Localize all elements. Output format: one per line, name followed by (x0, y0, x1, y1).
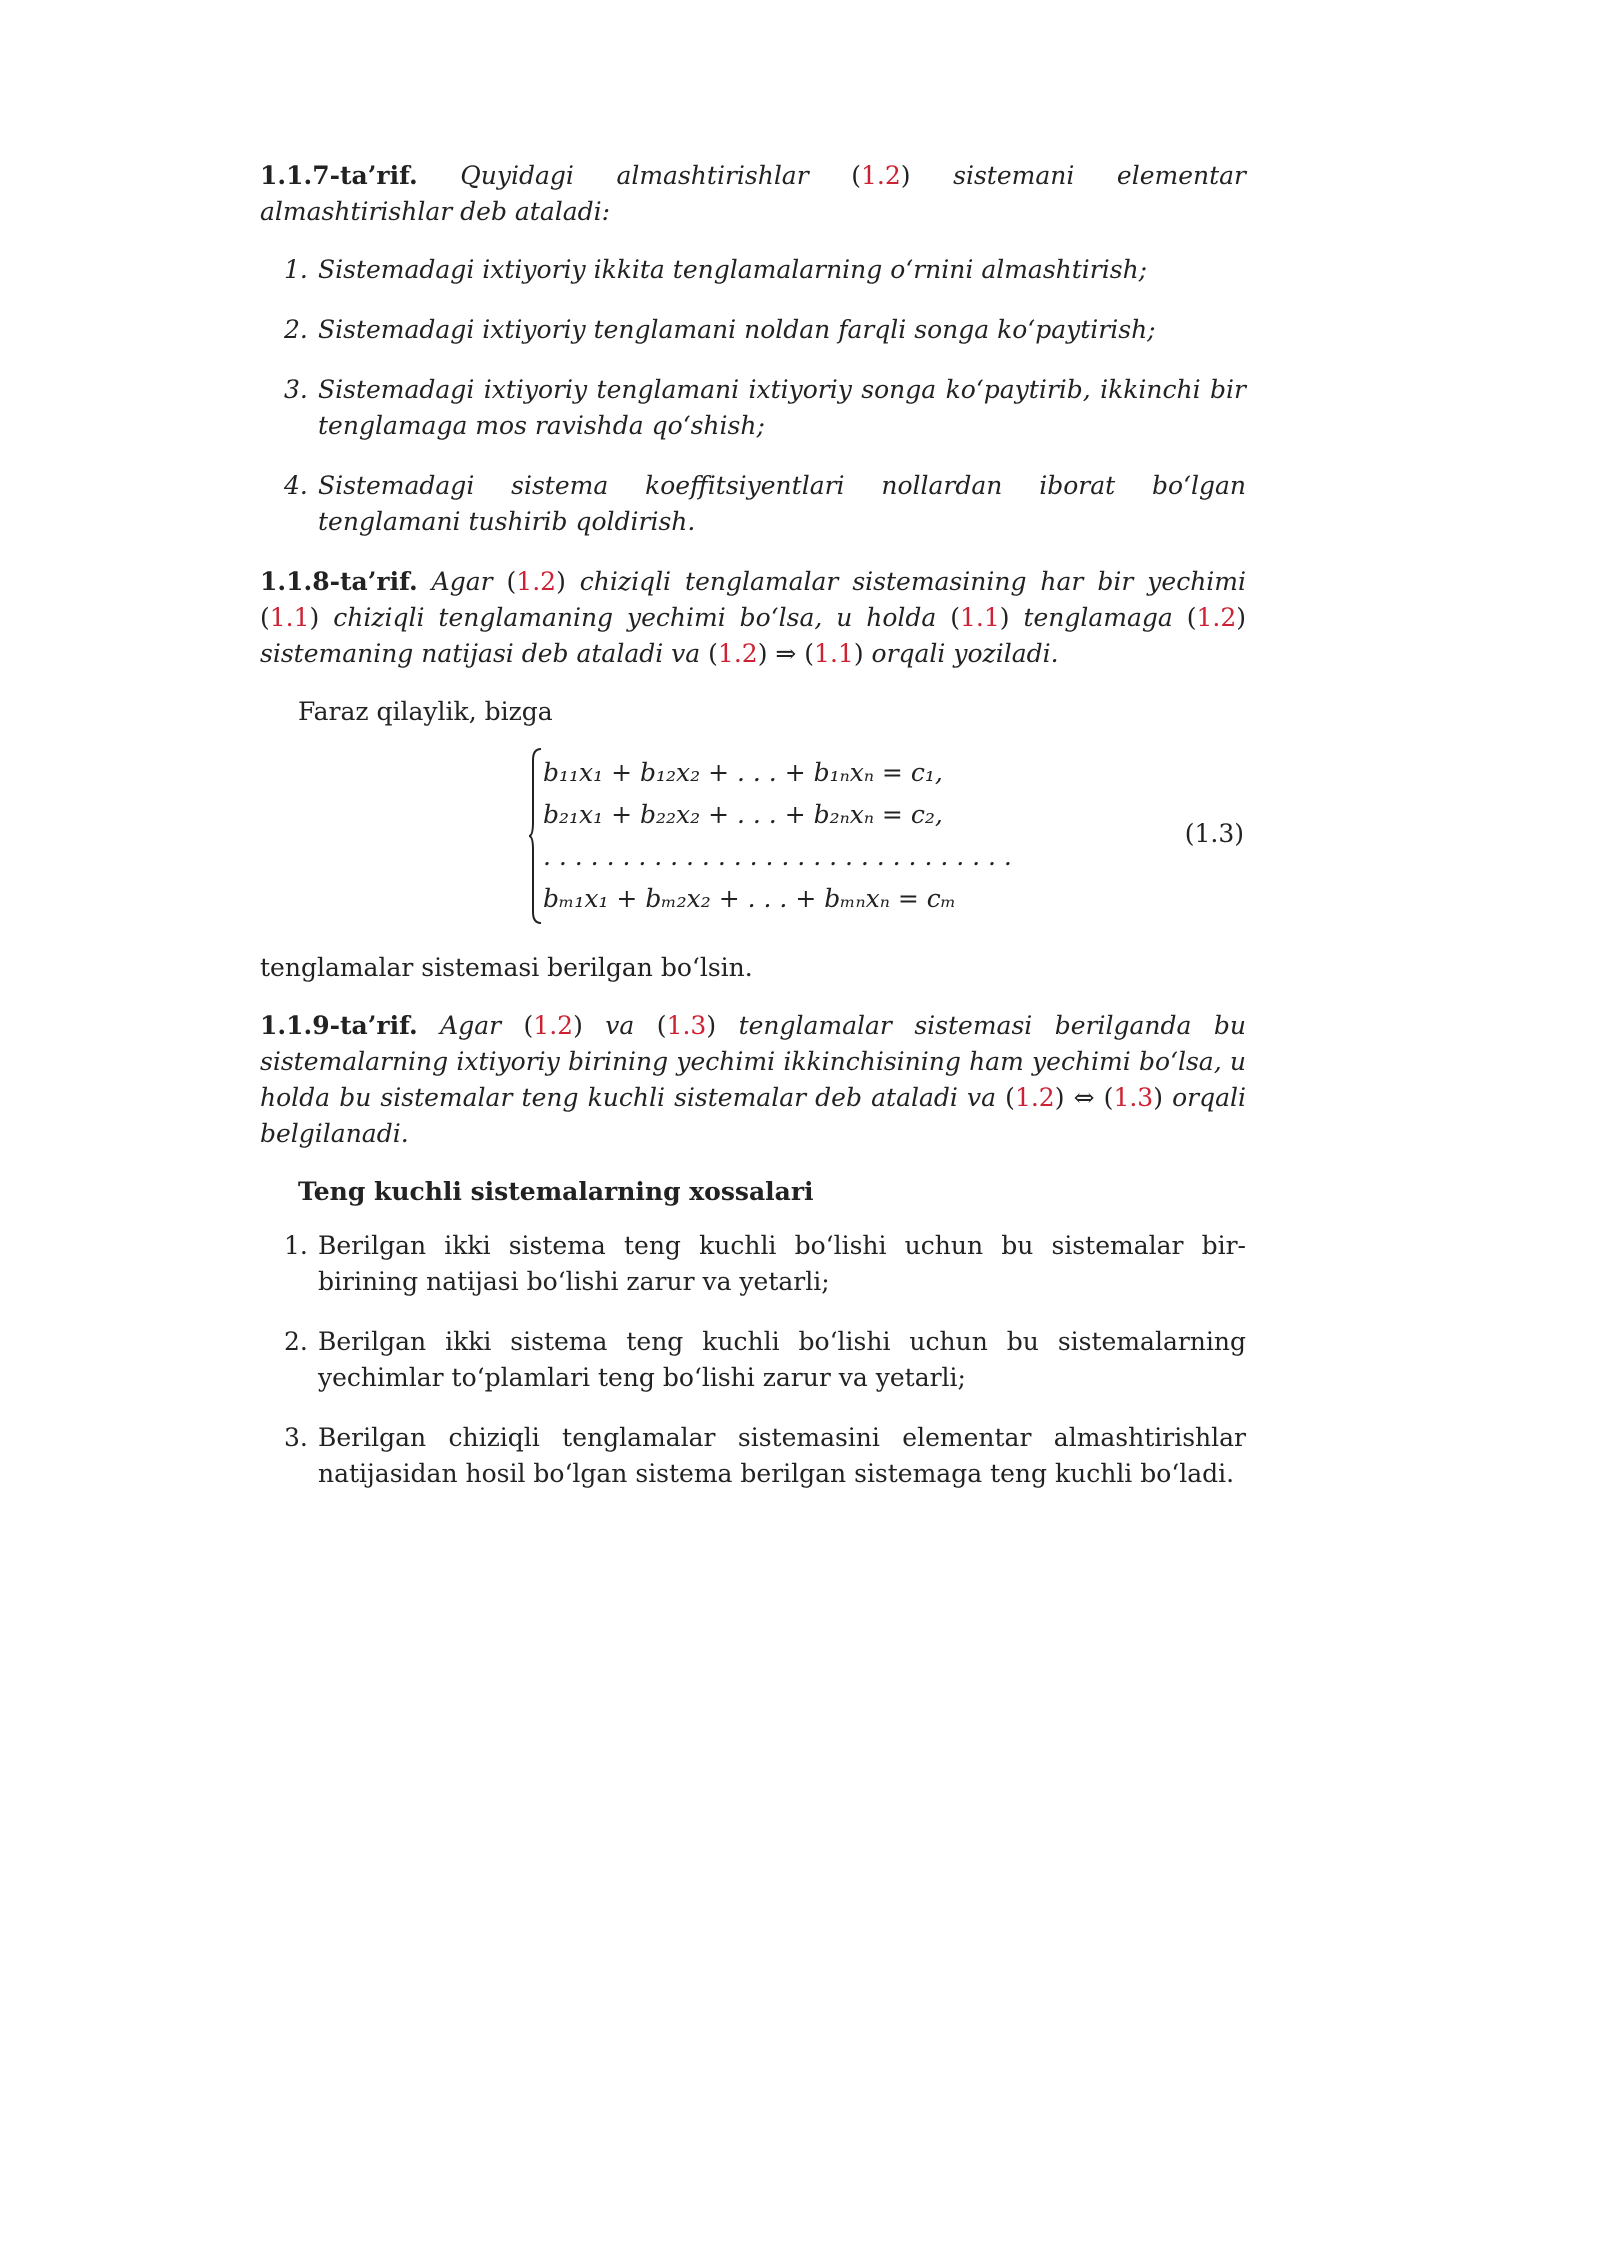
definition-text: Agar (440, 1011, 502, 1040)
equation-reference-link[interactable]: 1.3 (666, 1011, 707, 1040)
equation-row: b₁₁x₁ + b₁₂x₂ + . . . + b₁ₙxₙ = c₁, (543, 758, 943, 787)
definition-text: sistemani elementar almashtirishlar deb ataladi: (260, 161, 1246, 226)
definition-text: chiziqli tenglamalar sistemasining har bir yechimi (579, 567, 1247, 596)
definition-heading: 1.1.9-ta’rif. (260, 1011, 418, 1040)
definition-text: va (605, 1011, 635, 1040)
elementary-operations-list (260, 252, 1246, 540)
equation-reference-link[interactable]: 1.2 (717, 639, 758, 668)
list-item (260, 1324, 1246, 1396)
implies-symbol: ⇒ (775, 639, 797, 668)
equation-reference-link[interactable]: 1.1 (269, 603, 310, 632)
definition-text: Agar (431, 567, 493, 596)
list-item-text: Berilgan ikki sistema teng kuchli bo‘lishi uchun bu sistemalar bir-birining natijasi bo‘lishi zarur va yetarli; (318, 1231, 1246, 1296)
equivalence-symbol: ⇔ (1073, 1083, 1095, 1112)
definition-text: Quyidagi almashtirishlar (460, 161, 809, 190)
equation-reference-link[interactable]: 1.2 (861, 161, 901, 190)
definition-text: orqali yoziladi. (871, 639, 1059, 668)
equation-reference-link[interactable]: 1.1 (814, 639, 854, 668)
definition-heading: 1.1.7-ta’rif. (260, 161, 418, 190)
equation-reference-link[interactable]: 1.2 (1196, 603, 1237, 632)
list-item (260, 468, 1246, 540)
left-brace-icon (528, 748, 542, 924)
equation-rows (543, 752, 1012, 920)
list-item (260, 1420, 1246, 1492)
list-item (260, 372, 1246, 444)
definition-1-1-7: 1.1.7-ta’rif. Quyidagi almashtirishlar (1.2) sistemani elementar almashtirishlar deb ataladi: (260, 161, 1246, 226)
list-number: 1. (284, 255, 308, 284)
after-system-text: tenglamalar sistemasi berilgan bo‘lsin. (260, 953, 753, 982)
list-number: 3. (284, 1423, 308, 1452)
list-number: 1. (284, 1231, 308, 1260)
list-item (260, 312, 1246, 348)
list-item-text: Sistemadagi sistema koeffitsiyentlari nollardan iborat bo‘lgan tenglamani tushirib qoldirish. (318, 471, 1246, 536)
equation-reference-link[interactable]: 1.1 (959, 603, 1000, 632)
equation-reference-link[interactable]: 1.2 (1014, 1083, 1055, 1112)
equation-system-1-3 (260, 752, 1246, 932)
equation-row: bₘ₁x₁ + bₘ₂x₂ + . . . + bₘₙxₙ = cₘ (543, 884, 957, 913)
intro-text: Faraz qilaylik, bizga (298, 697, 553, 726)
list-item (260, 252, 1246, 288)
definition-heading: 1.1.8-ta’rif. (260, 567, 418, 596)
definition-text: tenglamaga (1023, 603, 1173, 632)
equation-number: (1.3) (1184, 819, 1244, 848)
definition-text: orqali belgilanadi. (260, 1083, 1246, 1148)
list-item-text: Sistemadagi ixtiyoriy tenglamani ixtiyoriy songa ko‘paytirib, ikkinchi bir tenglamaga mos ravishda qo‘shish; (318, 375, 1246, 440)
list-number: 2. (284, 1327, 308, 1356)
equation-row: b₂₁x₁ + b₂₂x₂ + . . . + b₂ₙxₙ = c₂, (543, 800, 943, 829)
list-item-text: Sistemadagi ixtiyoriy ikkita tenglamalarning o‘rnini almashtirish; (318, 255, 1148, 284)
page-content (260, 158, 1246, 1516)
equation-reference-link[interactable]: 1.2 (533, 1011, 574, 1040)
list-item-text: Sistemadagi ixtiyoriy tenglamani noldan farqli songa ko‘paytirish; (318, 315, 1156, 344)
definition-text: chiziqli tenglamaning yechimi bo‘lsa, u holda (333, 603, 937, 632)
section-title: Teng kuchli sistemalarning xossalari (298, 1177, 814, 1206)
list-item-text: Berilgan chiziqli tenglamalar sistemasini elementar almashtirishlar natijasidan hosil bo‘lgan sistema berilgan sistemaga teng kuchli bo‘ladi. (318, 1423, 1246, 1488)
definition-text: tenglamalar sistemasi berilganda bu sistemalarning ixtiyoriy birining yechimi ikkinchisining ham yechimi bo‘lsa, u holda bu sistemalar teng kuchli sistemalar deb ataladi va (260, 1011, 1246, 1112)
equation-reference-link[interactable]: 1.2 (516, 567, 557, 596)
list-number: 3. (284, 375, 308, 404)
list-number: 4. (284, 471, 308, 500)
equation-row-dots: . . . . . . . . . . . . . . . . . . . . . . . . . . . . . . (543, 842, 1012, 871)
list-number: 2. (284, 315, 308, 344)
equation-reference-link[interactable]: 1.3 (1113, 1083, 1154, 1112)
list-item (260, 1228, 1246, 1300)
list-item-text: Berilgan ikki sistema teng kuchli bo‘lishi uchun bu sistemalarning yechimlar to‘plamlari teng bo‘lishi zarur va yetarli; (318, 1327, 1246, 1392)
definition-text: sistemaning natijasi deb ataladi va (260, 639, 701, 668)
definition-1-1-9: 1.1.9-ta’rif. Agar (1.2) va (1.3) tenglamalar sistemasi berilganda bu sistemalarning ixtiyoriy birining yechimi ikkinchisining ham yechimi bo‘lsa, u holda bu sistemalar teng kuchli sistemalar deb ataladi va (1.2) ⇔ (1.3) orqali belgilanadi. (260, 1011, 1246, 1148)
properties-list (260, 1228, 1246, 1492)
definition-1-1-8: 1.1.8-ta’rif. Agar (1.2) chiziqli tenglamalar sistemasining har bir yechimi (1.1) chiziqli tenglamaning yechimi bo‘lsa, u holda (1.1) tenglamaga (1.2) sistemaning natijasi deb ataladi va (1.2) ⇒ (1.1) orqali yoziladi. (260, 567, 1247, 668)
